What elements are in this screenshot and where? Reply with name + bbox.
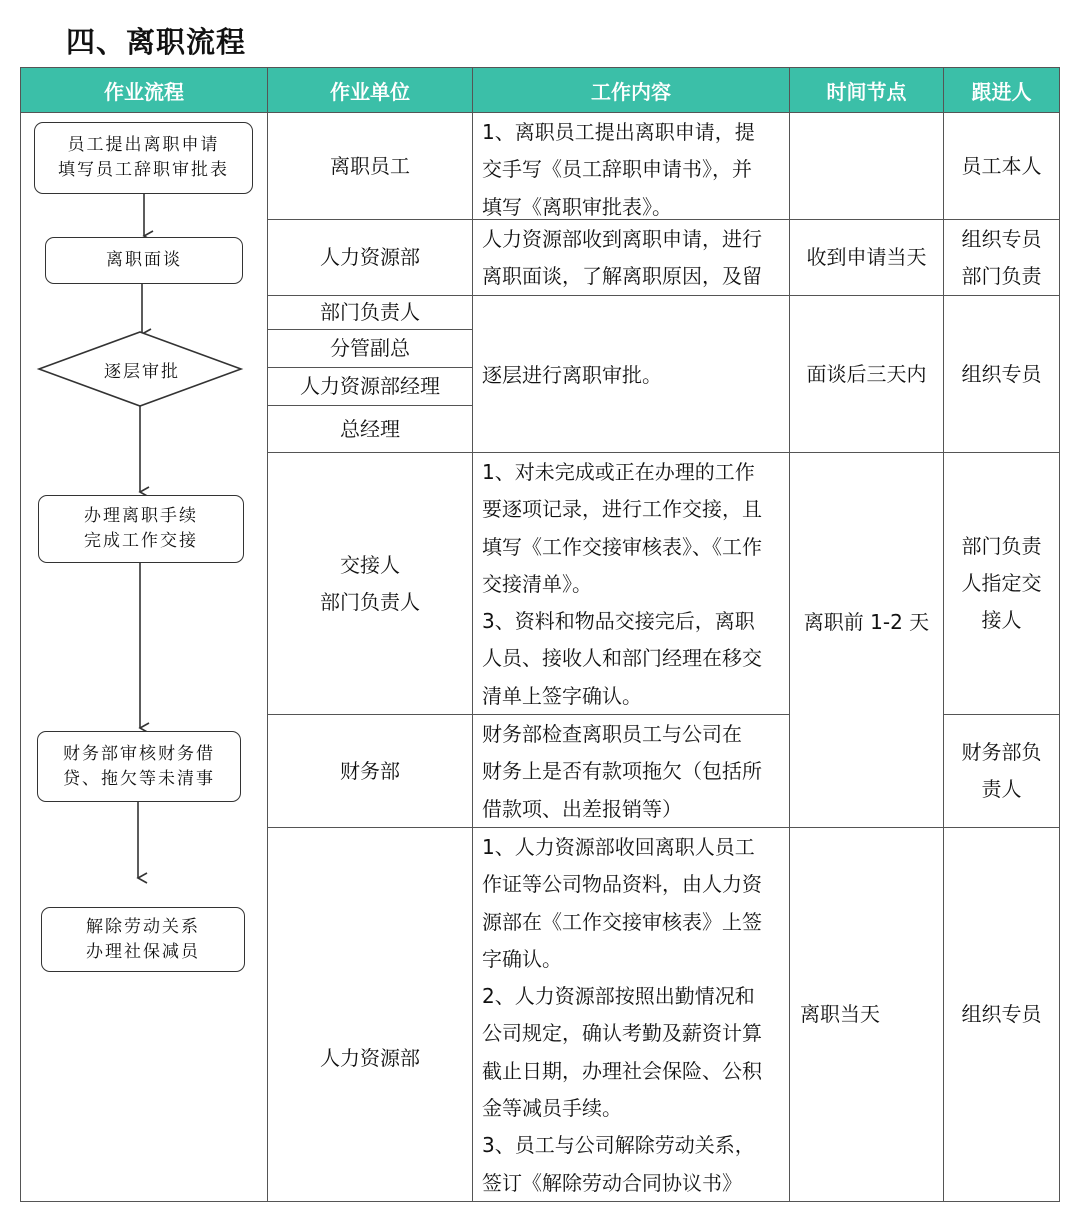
flow-step-terminate: 解除劳动关系 办理社保减员	[41, 907, 245, 972]
unit-hr-manager: 人力资源部经理	[300, 374, 440, 398]
timing-row2: 收到申请当天	[806, 245, 927, 269]
flow-step-apply: 员工提出离职申请 填写员工辞职审批表	[34, 122, 253, 194]
flow-step-handover: 办理离职手续 完成工作交接	[38, 495, 244, 563]
header-follow: 跟进人	[944, 68, 1059, 112]
content-row1: 1、离职员工提出离职申请，提 交手写《员工辞职申请书》，并 填写《离职审批表》。	[482, 120, 755, 219]
unit-finance: 财务部	[340, 758, 400, 783]
unit-hr-final: 人力资源部	[320, 1045, 420, 1070]
content-row3: 逐层进行离职审批。	[482, 363, 662, 387]
header-flow: 作业流程	[21, 68, 267, 112]
section-title: 四、离职流程	[66, 25, 247, 59]
timing-row3: 面谈后三天内	[806, 361, 927, 386]
flow-step-interview: 离职面谈	[45, 237, 243, 284]
follow-row2: 组织专员 部门负责	[961, 226, 1042, 288]
follow-row1: 员工本人	[961, 153, 1042, 178]
content-row6: 1、人力资源部收回离职人员工 作证等公司物品资料，由人力资 源部在《工作交接审核表》上签 字确认。 2、人力资源部按照出勤情况和 公司规定，确认考勤及薪资计算 截止日期，办理社会保险、公积 金等减员手续。 3、员工与公司解除劳动关系， 签订《解除劳动合同协议书》	[482, 835, 762, 1195]
unit-handover: 交接人 部门负责人	[320, 552, 420, 614]
flow-step-finance-check: 财务部审核财务借 贷、拖欠等未清事	[37, 731, 241, 802]
header-timing: 时间节点	[790, 68, 943, 112]
header-content: 工作内容	[473, 68, 789, 112]
flow-step-approval: 逐层审批	[104, 362, 180, 382]
content-row4: 1、对未完成或正在办理的工作 要逐项记录，进行工作交接，且 填写《工作交接审核表》、《工作 交接清单》。 3、资料和物品交接完后，离职 人员、接收人和部门经理在移交 清单上签字确认。	[482, 460, 762, 708]
unit-hr: 人力资源部	[320, 245, 420, 269]
grid-line	[472, 67, 473, 1202]
header-unit: 作业单位	[268, 68, 472, 112]
follow-row6: 组织专员	[961, 1002, 1042, 1026]
unit-vice-gm: 分管副总	[330, 336, 410, 360]
content-row5: 财务部检查离职员工与公司在 财务上是否有款项拖欠（包括所 借款项、出差报销等）	[482, 722, 762, 821]
unit-resigning-employee: 离职员工	[330, 153, 410, 178]
follow-row5: 财务部负 责人	[961, 740, 1042, 801]
timing-row6: 离职当天	[800, 1002, 880, 1026]
content-row2: 人力资源部收到离职申请，进行 离职面谈，了解离职原因，及留	[482, 227, 762, 289]
timing-row45: 离职前 1-2 天	[803, 610, 930, 634]
unit-dept-head: 部门负责人	[320, 300, 420, 324]
follow-row4: 部门负责 人指定交 接人	[961, 534, 1042, 632]
unit-gm: 总经理	[340, 416, 400, 441]
follow-row3: 组织专员	[961, 361, 1042, 386]
